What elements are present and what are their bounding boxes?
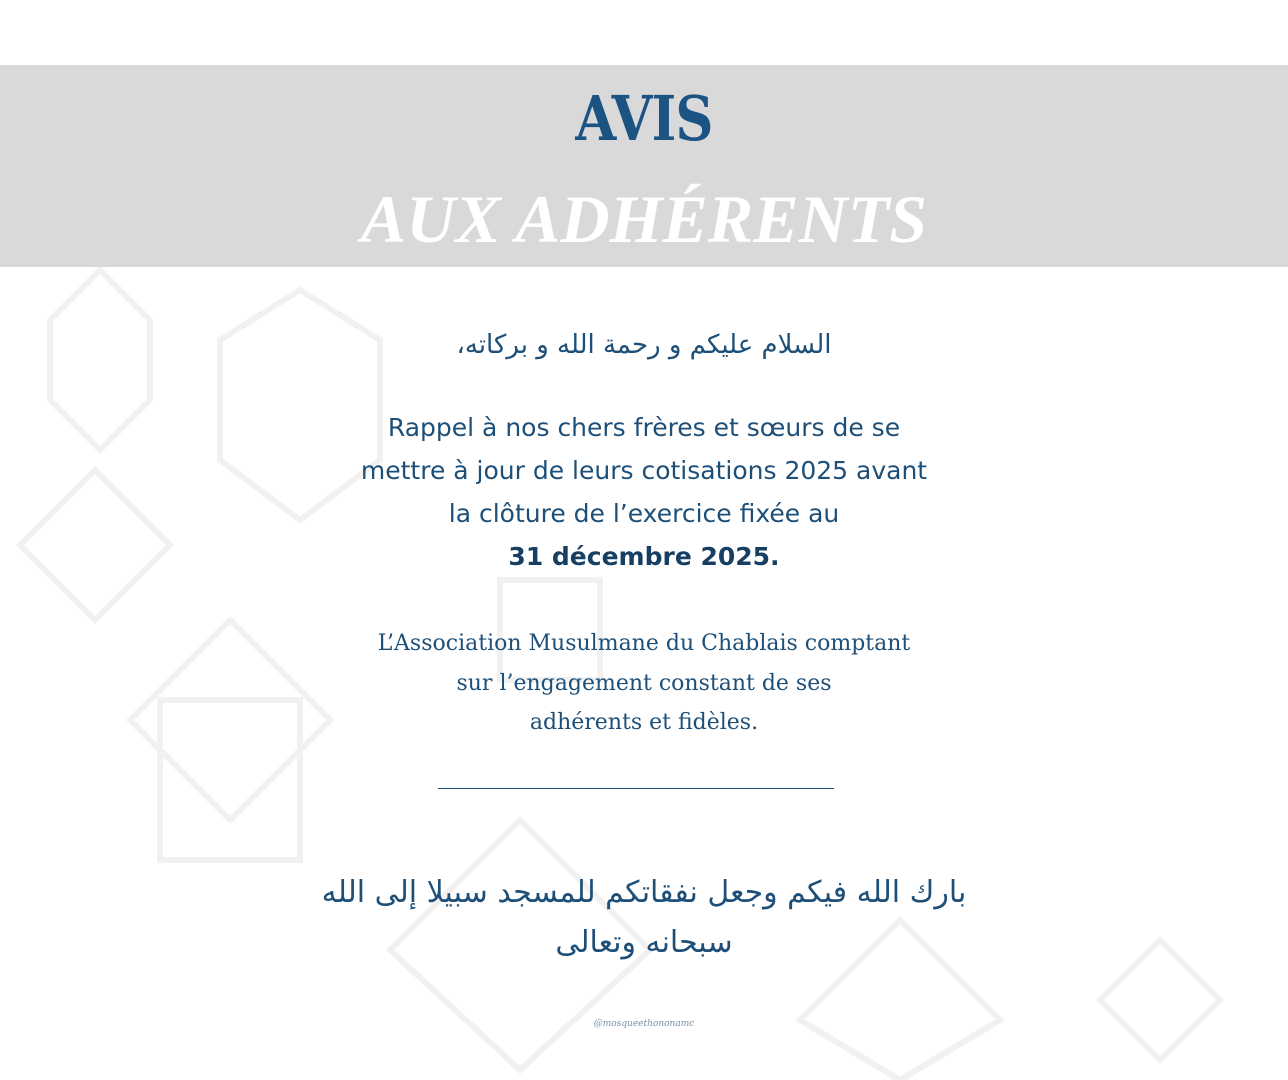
blessing-line: سبحانه وتعالى (555, 925, 733, 960)
arabic-greeting: السلام عليكم و رحمة الله و بركاته، (456, 330, 832, 360)
social-handle: @mosqueethononamc (593, 1019, 695, 1029)
association-line: L’Association Musulmane du Chablais comptant (377, 631, 911, 656)
reminder-line: la clôture de l’exercice fixée au (448, 499, 840, 528)
reminder-line: Rappel à nos chers frères et sœurs de se (387, 413, 901, 442)
divider (438, 788, 834, 789)
notice-title: AVIS (575, 82, 713, 155)
association-line: sur l’engagement constant de ses (456, 670, 832, 696)
deadline-date: 31 décembre 2025. (508, 542, 780, 571)
reminder-text (0, 406, 1288, 578)
reminder-line: mettre à jour de leurs cotisations 2025 avant (360, 456, 928, 485)
blessing-line: بارك الله فيكم وجعل نفقاتكم للمسجد سبيلا إلى الله (321, 875, 967, 910)
association-line: adhérents et fidèles. (529, 710, 759, 735)
notice-subtitle: AUX ADHÉRENTS (360, 181, 928, 257)
arabic-blessing (0, 868, 1288, 968)
association-text (0, 624, 1288, 743)
